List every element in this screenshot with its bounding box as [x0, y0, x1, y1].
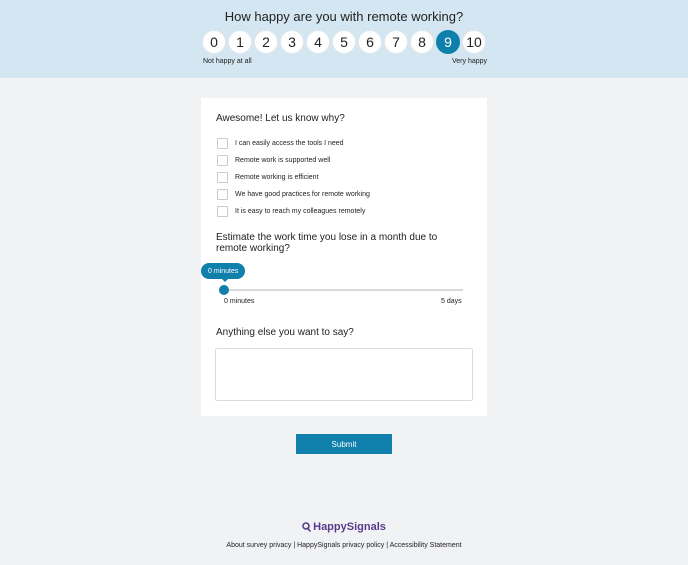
reason-label: Remote work is supported well — [235, 157, 331, 164]
rating-option-8[interactable]: 8 — [410, 30, 434, 54]
reason-option[interactable] — [217, 186, 370, 203]
reasons-title: Awesome! Let us know why? — [216, 113, 345, 124]
reason-label: We have good practices for remote working — [235, 191, 370, 198]
reason-checkbox[interactable] — [217, 155, 228, 166]
reason-checkbox[interactable] — [217, 138, 228, 149]
reason-label: It is easy to reach my colleagues remotely — [235, 208, 366, 215]
rating-option-7[interactable]: 7 — [384, 30, 408, 54]
footer-links — [0, 542, 688, 549]
reason-checkbox[interactable] — [217, 172, 228, 183]
survey-privacy-link[interactable]: About survey privacy — [226, 542, 292, 549]
rating-option-10[interactable]: 10 — [462, 30, 486, 54]
submit-button[interactable]: Submit — [296, 434, 392, 454]
rating-header — [0, 0, 688, 78]
feedback-card — [201, 98, 487, 416]
slider-question: Estimate the work time you lose in a month due to remote working? — [216, 232, 438, 254]
privacy-policy-link[interactable]: HappySignals privacy policy — [297, 542, 385, 549]
rating-question: How happy are you with remote working? — [224, 9, 464, 24]
rating-scale — [202, 30, 486, 54]
slider-handle[interactable] — [219, 285, 229, 295]
rating-option-3[interactable]: 3 — [280, 30, 304, 54]
reason-checkbox[interactable] — [217, 189, 228, 200]
comment-question: Anything else you want to say? — [216, 327, 354, 338]
rating-option-0[interactable]: 0 — [202, 30, 226, 54]
rating-option-2[interactable]: 2 — [254, 30, 278, 54]
slider-value-tooltip: 0 minutes — [201, 263, 245, 279]
rating-option-1[interactable]: 1 — [228, 30, 252, 54]
rating-option-5[interactable]: 5 — [332, 30, 356, 54]
reason-checkbox[interactable] — [217, 206, 228, 217]
reasons-list — [217, 135, 370, 220]
reason-label: Remote working is efficient — [235, 174, 319, 181]
reason-option[interactable] — [217, 135, 370, 152]
brand-name: HappySignals — [313, 521, 386, 533]
slider-track[interactable] — [224, 289, 463, 291]
rating-option-9-selected[interactable]: 9 — [436, 30, 460, 54]
reason-label: I can easily access the tools I need — [235, 140, 344, 147]
scale-low-label: Not happy at all — [203, 58, 252, 65]
accessibility-statement-link[interactable]: Accessibility Statement — [389, 542, 462, 549]
footer-separator: | — [384, 542, 390, 549]
happysignals-logo-icon — [302, 522, 311, 532]
footer-separator: | — [291, 542, 298, 549]
slider-min-label: 0 minutes — [224, 298, 255, 305]
comment-textarea[interactable] — [215, 348, 473, 401]
reason-option[interactable] — [217, 169, 370, 186]
reason-option[interactable] — [217, 203, 370, 220]
scale-high-label: Very happy — [452, 58, 488, 65]
rating-option-6[interactable]: 6 — [358, 30, 382, 54]
slider-max-label: 5 days — [441, 298, 462, 305]
reason-option[interactable] — [217, 152, 370, 169]
rating-option-4[interactable]: 4 — [306, 30, 330, 54]
happysignals-logo — [0, 521, 688, 533]
